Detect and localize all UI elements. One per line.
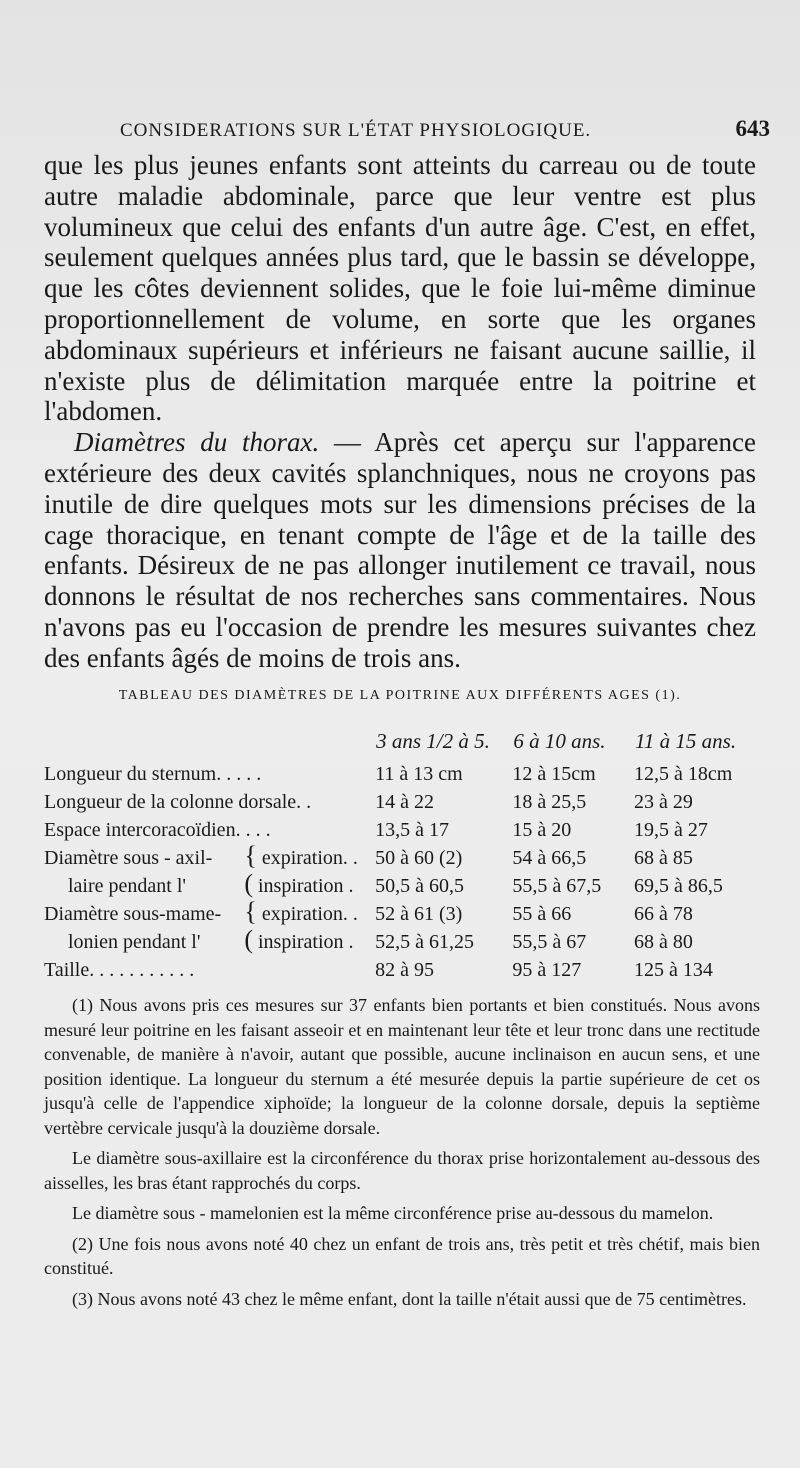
cell-value: 68 à 80 bbox=[633, 930, 693, 953]
row-sublabel bbox=[244, 897, 375, 928]
page-header bbox=[120, 116, 770, 142]
header-spacer bbox=[44, 722, 244, 760]
table-caption: TABLEAU DES DIAMÈTRES DE LA POITRINE AUX DIFFÉRENTS AGES (1). bbox=[118, 688, 682, 703]
header-col-1: 3 ans 1/2 à 5. bbox=[376, 728, 490, 753]
cell-value: 13,5 à 17 bbox=[375, 818, 449, 841]
sublabel-text: expiration. . bbox=[261, 847, 358, 869]
sublabel-text: expiration. . bbox=[261, 903, 358, 925]
row-label: Diamètre sous-mame- bbox=[44, 902, 222, 925]
cell-value: 125 à 134 bbox=[633, 958, 713, 981]
row-label: lonien pendant l' bbox=[68, 930, 201, 953]
section-heading: Diamètres du thorax. bbox=[74, 427, 320, 458]
cell-value: 55 à 66 bbox=[512, 902, 572, 925]
brace-glyph: ( bbox=[244, 925, 253, 954]
cell-value: 50 à 60 (2) bbox=[375, 846, 463, 869]
footnotes bbox=[44, 993, 760, 1317]
footnote-1-cont-a: Le diamètre sous-axillaire est la circonférence du thorax prise horizontalement au-dessous des aisselles, les bras étant rapprochés du corps. bbox=[44, 1148, 760, 1193]
table-row bbox=[44, 956, 760, 984]
diameters-table bbox=[44, 722, 760, 984]
table-header-row bbox=[44, 722, 760, 760]
footnote-3: (3) Nous avons noté 43 chez le même enfant, dont la taille n'était aussi que de 75 centimètres. bbox=[72, 1288, 747, 1309]
header-col-2: 6 à 10 ans. bbox=[513, 728, 606, 753]
row-label: Espace intercoracoïdien. . . . bbox=[44, 818, 271, 841]
brace-glyph: { bbox=[244, 897, 257, 926]
table-row bbox=[44, 844, 760, 872]
row-sublabel bbox=[244, 841, 375, 872]
cell-value: 12 à 15cm bbox=[512, 762, 596, 785]
table-row bbox=[44, 760, 760, 788]
paragraph-2-text: — Après cet aperçu sur l'apparence extérieure des deux cavités splanchniques, nous ne croyons pas inutile de dire quelques mots sur les dimensions précises de la cage thoracique, en tenant compte de l'âge et de la taille des enfants. Désireux de ne pas allonger inutilement ce travail, nous donnons le résultat de nos recherches sans commentaires. Nous n'avons pas eu l'occasion de prendre les mesures suivantes chez des enfants âgés de moins de trois ans. bbox=[44, 427, 756, 673]
cell-value: 69,5 à 86,5 bbox=[633, 874, 723, 897]
cell-value: 11 à 13 cm bbox=[375, 762, 463, 785]
table-row bbox=[44, 928, 760, 956]
footnote-2: (2) Une fois nous avons noté 40 chez un enfant de trois ans, très petit et très chétif, mais bien constitué. bbox=[44, 1233, 760, 1278]
paragraph-1: que les plus jeunes enfants sont atteints du carreau ou de toute autre maladie abdominale, parce que leur ventre est plus volumineux que celui des enfants d'un autre âge. C'est, en effet, seulement quelques années plus tard, que le bassin se développe, que les côtes deviennent solides, que le foie lui-même diminue proportionnellement de volume, en sorte que les organes abdominaux supérieurs et inférieurs ne faisant aucune saillie, il n'existe plus de délimitation marquée entre la poitrine et l'abdomen. bbox=[44, 150, 756, 427]
header-spacer-2 bbox=[244, 722, 375, 760]
cell-value: 82 à 95 bbox=[375, 958, 434, 981]
row-sublabel bbox=[244, 869, 375, 900]
cell-value: 55,5 à 67 bbox=[512, 930, 587, 953]
body-text bbox=[44, 150, 756, 674]
cell-value: 55,5 à 67,5 bbox=[512, 874, 602, 897]
cell-value: 23 à 29 bbox=[633, 790, 693, 813]
cell-value: 50,5 à 60,5 bbox=[375, 874, 464, 897]
row-label: Longueur de la colonne dorsale. . bbox=[44, 790, 312, 813]
sublabel-text: inspiration . bbox=[258, 875, 354, 897]
running-title: CONSIDERATIONS SUR L'ÉTAT PHYSIOLOGIQUE. bbox=[120, 120, 592, 141]
cell-value: 68 à 85 bbox=[633, 846, 693, 869]
row-label: Diamètre sous - axil- bbox=[44, 846, 213, 869]
footnote-1: (1) Nous avons pris ces mesures sur 37 enfants bien portants et bien constitués. Nous avons mesuré leur poitrine en les faisant asseoir et en maintenant leur tête et leur tronc dans une rectitude convenable, de manière à n'avoir, autant que possible, aucune inclinaison en aucun sens, et une position identique. La longueur du sternum a été mesurée depuis la partie supérieure de cet os jusqu'à celle de l'appendice xiphoïde; la longueur de la colonne dorsale, depuis la septième vertèbre cervicale jusqu'à la douzième dorsale. bbox=[44, 995, 760, 1138]
cell-value: 52,5 à 61,25 bbox=[375, 930, 474, 953]
row-label: Taille. . . . . . . . . . . bbox=[44, 958, 195, 981]
brace-glyph: ( bbox=[244, 869, 253, 898]
paragraph-2 bbox=[44, 427, 756, 673]
row-label: Longueur du sternum. . . . . bbox=[44, 762, 262, 785]
cell-value: 15 à 20 bbox=[512, 818, 572, 841]
cell-value: 54 à 66,5 bbox=[512, 846, 587, 869]
sublabel-text: inspiration . bbox=[258, 931, 354, 953]
page-number: 643 bbox=[735, 116, 770, 141]
table-row bbox=[44, 900, 760, 928]
cell-value: 19,5 à 27 bbox=[633, 818, 708, 841]
table-row bbox=[44, 872, 760, 900]
header-col-3: 11 à 15 ans. bbox=[634, 728, 737, 753]
cell-value: 52 à 61 (3) bbox=[375, 902, 463, 925]
cell-value: 18 à 25,5 bbox=[512, 790, 587, 813]
cell-value: 95 à 127 bbox=[512, 958, 582, 981]
table-row bbox=[44, 816, 760, 844]
cell-value: 66 à 78 bbox=[633, 902, 693, 925]
table-row bbox=[44, 788, 760, 816]
row-sublabel bbox=[244, 925, 375, 956]
cell-value: 14 à 22 bbox=[375, 790, 434, 813]
cell-value: 12,5 à 18cm bbox=[633, 762, 733, 785]
row-label: laire pendant l' bbox=[68, 874, 186, 897]
footnote-1-cont-b: Le diamètre sous - mamelonien est la même circonférence prise au-dessous du mamelon. bbox=[72, 1203, 714, 1223]
brace-glyph: { bbox=[244, 841, 257, 870]
